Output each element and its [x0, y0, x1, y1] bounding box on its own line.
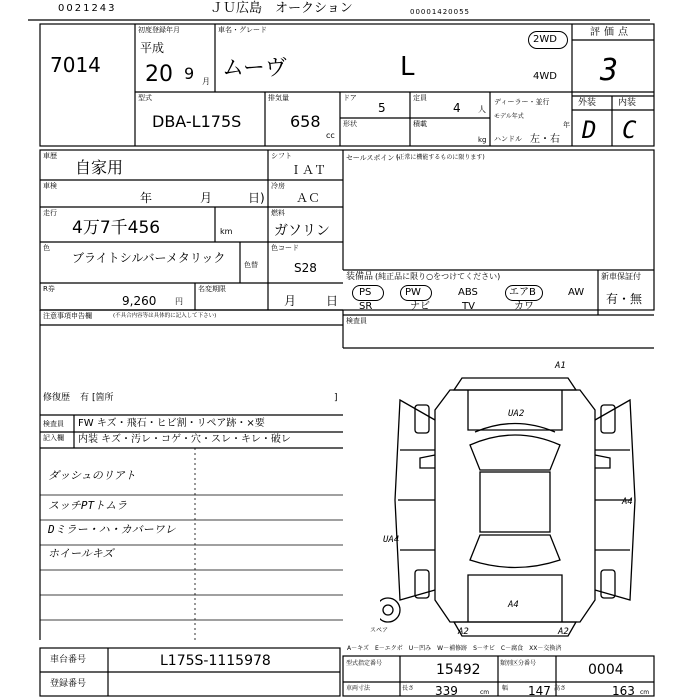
registration-month-unit: 月 [202, 77, 210, 86]
car-name: ムーヴ [222, 56, 287, 81]
approval-model-label: 型式指定番号 [346, 660, 383, 667]
dims-width-label: 幅 [502, 685, 509, 692]
chassis-value: L175S-1115978 [160, 653, 271, 669]
recycle-label: R券 [43, 285, 55, 293]
color-code: S28 [294, 261, 317, 275]
color-change-label: 色替 [244, 261, 258, 269]
mark-a4-right: A4 [622, 497, 633, 507]
note-line-3: Dミラー・ハ・カバーワレ [48, 523, 176, 536]
legend: A－キズ E－エクボ U－凹み W－補修跡 S－サビ C－腐食 XX－交換済 [347, 645, 562, 652]
dims-height-label: 高さ [554, 685, 567, 692]
approval-class-label: 類別区分番号 [500, 660, 537, 667]
shape-label: 形状 [343, 120, 357, 128]
note-line-2: スッチPTトムラ [48, 499, 128, 512]
history-label: 車歴 [43, 152, 57, 160]
sales-point-note: (正常に機能するものに限ります) [396, 154, 485, 161]
equipment-ps: PS [359, 287, 372, 298]
dims-length: 339 [435, 684, 458, 698]
repair-part-label: [箇所 [92, 393, 114, 403]
exterior-label: 外装 [578, 98, 597, 108]
aircon-label: 冷房 [271, 182, 285, 190]
mark-a2-right: A2 [558, 627, 569, 637]
seats-label: 定員 [413, 94, 427, 102]
dims-length-label: 長さ [402, 685, 415, 692]
car-name-label: 車名・グレード [218, 26, 267, 34]
registration-year: 20 [145, 62, 173, 87]
drive-4wd: 4WD [533, 71, 557, 82]
displacement-label: 排気量 [268, 94, 289, 102]
approval-model-value: 15492 [436, 662, 481, 678]
drive-2wd: 2WD [533, 34, 557, 45]
loading-unit: kg [478, 136, 487, 144]
handle-value: 左・右 [530, 134, 560, 145]
caution-label: 注意事項申告欄 [43, 312, 92, 320]
registration-month: 9 [184, 64, 195, 83]
name-change-day: 日 [326, 294, 339, 308]
equipment-leather: カワ [514, 301, 534, 312]
repair-close: ] [334, 393, 338, 403]
repair-label: 修復歴 [43, 393, 71, 403]
name-change-month: 月 [284, 294, 297, 308]
registration-label: 初度登録年月 [138, 26, 180, 34]
doors-value: 5 [378, 101, 386, 115]
mark-a1: A1 [555, 361, 566, 371]
dims-width: 147 [528, 684, 551, 698]
score-value: 3 [600, 53, 619, 88]
score-label: 評価点 [590, 27, 632, 38]
inspection-rows-label1: 検査員 [43, 420, 64, 428]
mileage-value: 4万7千456 [72, 218, 161, 238]
interior-label: 内装 [618, 98, 637, 108]
equipment-sr: SR [359, 301, 373, 312]
displacement-unit: cc [326, 131, 335, 140]
dealer-label: ディーラー・並行 [494, 98, 550, 106]
dims-height-unit: cm [640, 689, 650, 696]
loading-label: 積載 [413, 120, 427, 128]
sales-point-label: セールスポイント [346, 154, 402, 162]
note-line-4: ホイールキズ [48, 547, 114, 560]
registration-no-label: 登録番号 [50, 679, 87, 689]
repair-value: 有 [80, 393, 90, 403]
interior-grade: C [622, 116, 637, 144]
new-car-warranty-value: 有・無 [606, 292, 643, 306]
fuel-label: 燃料 [271, 209, 285, 217]
inspection-day-unit: 日) [248, 191, 265, 205]
inspection-rows-label2: 記入欄 [43, 434, 64, 442]
name-change-label: 名変期限 [198, 285, 226, 293]
mark-a2-left: A2 [458, 627, 469, 637]
shift-value: ＩＡＴ [290, 163, 327, 177]
seats-unit: 人 [478, 105, 486, 114]
caution-note: (不具合内容等は具体的に記入して下さい) [113, 313, 217, 319]
equipment-pw: PW [405, 287, 421, 298]
mark-a4-rear: A4 [508, 600, 519, 610]
equipment-airbag: エアB [509, 287, 536, 298]
equipment-navi: ナビ [410, 301, 430, 312]
mark-ua2: UA2 [508, 409, 525, 419]
seats-value: 4 [453, 101, 461, 115]
model-label: 型式 [138, 94, 152, 102]
registration-era: 平成 [140, 41, 165, 55]
inspection-row-interior: 内装 キズ・汚レ・コゲ・穴・スレ・キレ・破レ [78, 434, 291, 445]
equipment-note: (純正品に限り○をつけてください) [375, 272, 501, 281]
handle-label: ハンドル [494, 135, 522, 143]
equipment-tv: TV [462, 301, 475, 312]
inspector-label: 検査員 [346, 317, 367, 325]
doors-label: ドア [343, 94, 357, 102]
recycle-value: 9,260 [122, 294, 157, 308]
color-label: 色 [43, 244, 50, 252]
displacement-value: 658 [290, 112, 321, 131]
car-grade: L [400, 52, 415, 82]
inspection-year-unit: 年 [140, 191, 153, 205]
equipment-aw: AW [568, 287, 585, 298]
mark-spare: スペア [370, 627, 389, 634]
equipment-label: 装備品 [346, 272, 374, 282]
shift-label: シフト [271, 152, 292, 160]
color-value: ブライトシルバーメタリック [72, 251, 226, 265]
color-code-label: 色コード [271, 244, 299, 252]
auction-title: ＪＵ広島 オークション [210, 1, 353, 16]
model-year-label: モデル年式 [494, 113, 524, 120]
note-line-1: ダッシュのリアト [48, 469, 136, 482]
top-code: 00001420055 [410, 8, 470, 16]
top-number: 0021243 [58, 3, 117, 14]
lot-number: 7014 [50, 53, 101, 77]
mileage-unit: km [220, 227, 233, 236]
new-car-warranty-label: 新車保証付 [601, 272, 641, 281]
chassis-label: 車台番号 [50, 655, 87, 665]
model-value: DBA-L175S [152, 112, 242, 131]
inspection-row-fw: FW キズ・飛石・ヒビ割・リペア跡・×要 [78, 418, 265, 429]
inspection-month-unit: 月 [200, 191, 213, 205]
mark-ua4: UA4 [383, 535, 400, 545]
dims-length-unit: cm [480, 689, 490, 696]
equipment-abs: ABS [458, 287, 478, 298]
mileage-label: 走行 [43, 209, 57, 217]
approval-class-value: 0004 [588, 662, 624, 678]
history-value: 自家用 [75, 158, 124, 177]
dims-height: 163 [612, 684, 635, 698]
aircon-value: ＡＣ [296, 191, 321, 205]
dims-label: 車両寸法 [346, 685, 371, 692]
recycle-unit: 円 [175, 297, 183, 306]
fuel-value: ガソリン [274, 223, 330, 239]
model-year-unit: 年 [563, 121, 570, 129]
inspection-label: 車検 [43, 182, 57, 190]
exterior-grade: D [582, 116, 597, 144]
